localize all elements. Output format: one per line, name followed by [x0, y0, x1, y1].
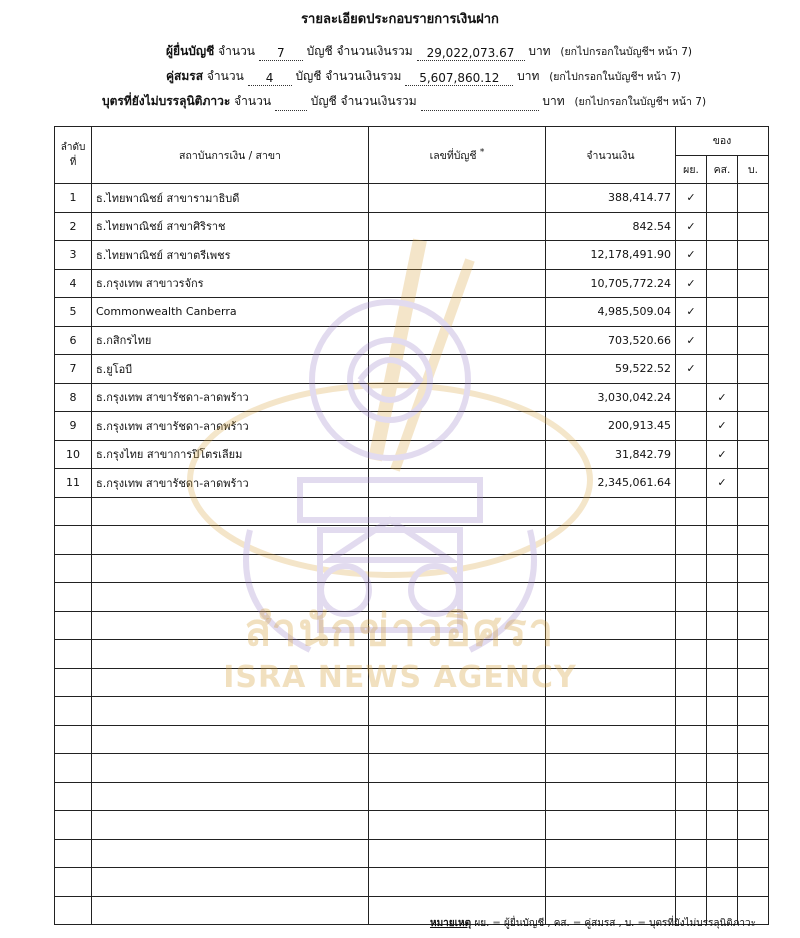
- cell-institution: ธ.กรุงเทพ สาขารัชดา-ลาดพร้าว: [92, 383, 369, 412]
- watermark-english: ISRA NEWS AGENCY: [223, 660, 577, 695]
- check-mark-icon: ✓: [686, 248, 696, 262]
- empty-cell: [676, 554, 707, 583]
- empty-cell: [55, 554, 92, 583]
- empty-cell: [707, 554, 738, 583]
- table-row: [55, 212, 769, 241]
- empty-cell: [738, 782, 769, 811]
- cell-amount: 703,520.66: [546, 326, 676, 355]
- spouse-label: คู่สมรส: [166, 69, 204, 83]
- empty-cell: [707, 497, 738, 526]
- declarant-unit: บัญชี: [306, 44, 333, 58]
- cell-institution: ธ.ไทยพาณิชย์ สาขารามาธิบดี: [92, 184, 369, 213]
- check-mark-icon: ✓: [686, 333, 696, 347]
- cell-institution: ธ.กสิกรไทย: [92, 326, 369, 355]
- cell-owner-spouse: [707, 212, 738, 241]
- cell-owner-spouse: [707, 269, 738, 298]
- cell-owner-spouse: [707, 355, 738, 384]
- cell-no: 5: [55, 298, 92, 327]
- empty-cell: [546, 782, 676, 811]
- cell-no: 4: [55, 269, 92, 298]
- minor-unit: บัญชี: [310, 94, 337, 108]
- empty-cell: [369, 811, 546, 840]
- table-row: [55, 269, 769, 298]
- header-institution: สถาบันการเงิน / สาขา: [92, 127, 369, 184]
- empty-cell: [369, 782, 546, 811]
- check-mark-icon: ✓: [717, 390, 727, 404]
- table-row: [55, 355, 769, 384]
- summary-minor: [102, 92, 706, 111]
- header-account-mark: *: [479, 147, 485, 157]
- cell-owner-declarant: [676, 241, 707, 270]
- header-account: [369, 127, 546, 184]
- empty-cell: [92, 725, 369, 754]
- cell-account: [369, 269, 546, 298]
- empty-cell: [369, 497, 546, 526]
- spouse-note: (ยกไปกรอกในบัญชีฯ หน้า 7): [549, 71, 681, 83]
- cell-no: 9: [55, 412, 92, 441]
- empty-cell: [55, 754, 92, 783]
- empty-cell: [92, 896, 369, 925]
- cell-owner-minor: [738, 269, 769, 298]
- table-row-empty: [55, 782, 769, 811]
- cell-account: [369, 241, 546, 270]
- table-row-empty: [55, 526, 769, 555]
- empty-cell: [676, 526, 707, 555]
- cell-amount: 842.54: [546, 212, 676, 241]
- empty-cell: [55, 839, 92, 868]
- minor-currency: บาท: [542, 94, 565, 108]
- table-row-empty: [55, 497, 769, 526]
- cell-owner-minor: [738, 298, 769, 327]
- empty-cell: [369, 554, 546, 583]
- cell-owner-spouse: [707, 440, 738, 469]
- table-row: [55, 241, 769, 270]
- header-owner-spouse: คส.: [707, 155, 738, 184]
- check-mark-icon: ✓: [717, 476, 727, 490]
- cell-institution: ธ.ไทยพาณิชย์ สาขาตรีเพชร: [92, 241, 369, 270]
- empty-cell: [707, 811, 738, 840]
- table-row-empty: [55, 811, 769, 840]
- table-row: [55, 469, 769, 498]
- minor-label: บุตรที่ยังไม่บรรลุนิติภาวะ: [102, 94, 231, 108]
- empty-cell: [92, 526, 369, 555]
- empty-cell: [738, 839, 769, 868]
- empty-cell: [55, 526, 92, 555]
- empty-cell: [546, 868, 676, 897]
- cell-no: 10: [55, 440, 92, 469]
- minor-total-label: จำนวนเงินรวม: [340, 94, 417, 108]
- cell-account: [369, 355, 546, 384]
- minor-total: [421, 110, 539, 111]
- check-mark-icon: ✓: [686, 219, 696, 233]
- summary-declarant: [166, 42, 692, 61]
- cell-amount: 31,842.79: [546, 440, 676, 469]
- empty-cell: [546, 754, 676, 783]
- empty-cell: [676, 782, 707, 811]
- table-row-empty: [55, 868, 769, 897]
- check-mark-icon: ✓: [717, 419, 727, 433]
- cell-account: [369, 298, 546, 327]
- empty-cell: [369, 697, 546, 726]
- minor-count-label: จำนวน: [234, 94, 272, 108]
- empty-cell: [546, 839, 676, 868]
- cell-amount: 10,705,772.24: [546, 269, 676, 298]
- cell-owner-declarant: [676, 184, 707, 213]
- cell-account: [369, 412, 546, 441]
- empty-cell: [676, 868, 707, 897]
- empty-cell: [676, 754, 707, 783]
- empty-cell: [92, 754, 369, 783]
- cell-no: 2: [55, 212, 92, 241]
- cell-no: 7: [55, 355, 92, 384]
- cell-amount: 12,178,491.90: [546, 241, 676, 270]
- spouse-currency: บาท: [517, 69, 540, 83]
- header-owner-minor: บ.: [738, 155, 769, 184]
- cell-owner-declarant: [676, 440, 707, 469]
- watermark-thai: สำนักข่าวอิศรา: [244, 605, 556, 656]
- cell-institution: ธ.ยูโอบี: [92, 355, 369, 384]
- empty-cell: [55, 497, 92, 526]
- declarant-count: 7: [259, 46, 303, 61]
- header-owner: ของ: [676, 127, 769, 156]
- empty-cell: [369, 868, 546, 897]
- cell-amount: 200,913.45: [546, 412, 676, 441]
- empty-cell: [546, 526, 676, 555]
- table-row-empty: [55, 754, 769, 783]
- cell-amount: 4,985,509.04: [546, 298, 676, 327]
- empty-cell: [92, 811, 369, 840]
- table-row-empty: [55, 554, 769, 583]
- cell-owner-minor: [738, 184, 769, 213]
- empty-cell: [369, 754, 546, 783]
- cell-owner-spouse: [707, 241, 738, 270]
- empty-cell: [92, 697, 369, 726]
- cell-owner-minor: [738, 383, 769, 412]
- empty-cell: [55, 697, 92, 726]
- page-title: รายละเอียดประกอบรายการเงินฝาก: [301, 12, 499, 27]
- empty-cell: [738, 497, 769, 526]
- cell-institution: Commonwealth Canberra: [92, 298, 369, 327]
- empty-cell: [707, 725, 738, 754]
- legend-label: หมายเหตุ: [429, 918, 472, 929]
- declarant-note: (ยกไปกรอกในบัญชีฯ หน้า 7): [560, 46, 693, 58]
- empty-cell: [92, 868, 369, 897]
- cell-amount: 388,414.77: [546, 184, 676, 213]
- minor-count: [275, 110, 307, 111]
- table-row: [55, 184, 769, 213]
- cell-account: [369, 212, 546, 241]
- check-mark-icon: ✓: [686, 191, 696, 205]
- cell-owner-spouse: [707, 184, 738, 213]
- empty-cell: [707, 526, 738, 555]
- cell-owner-spouse: [707, 326, 738, 355]
- table-row: [55, 383, 769, 412]
- header-amount: จำนวนเงิน: [546, 127, 676, 184]
- spouse-count-label: จำนวน: [206, 69, 244, 83]
- cell-owner-minor: [738, 412, 769, 441]
- cell-account: [369, 383, 546, 412]
- empty-cell: [738, 526, 769, 555]
- cell-owner-declarant: [676, 412, 707, 441]
- spouse-total: 5,607,860.12: [405, 71, 513, 86]
- empty-cell: [546, 497, 676, 526]
- cell-account: [369, 469, 546, 498]
- header-account-label: เลขที่บัญชี: [429, 149, 477, 162]
- cell-institution: ธ.กรุงเทพ สาขาวรจักร: [92, 269, 369, 298]
- cell-no: 1: [55, 184, 92, 213]
- spouse-unit: บัญชี: [295, 69, 322, 83]
- empty-cell: [55, 896, 92, 925]
- cell-institution: ธ.กรุงไทย สาขาการปิโตรเลียม: [92, 440, 369, 469]
- cell-owner-spouse: [707, 412, 738, 441]
- declarant-currency: บาท: [528, 44, 551, 58]
- cell-owner-spouse: [707, 469, 738, 498]
- header-owner-declarant: ผย.: [676, 155, 707, 184]
- cell-institution: ธ.กรุงเทพ สาขารัชดา-ลาดพร้าว: [92, 412, 369, 441]
- cell-owner-declarant: [676, 269, 707, 298]
- check-mark-icon: ✓: [686, 305, 696, 319]
- empty-cell: [738, 868, 769, 897]
- table-row-empty: [55, 839, 769, 868]
- cell-owner-declarant: [676, 469, 707, 498]
- cell-owner-minor: [738, 469, 769, 498]
- empty-cell: [676, 811, 707, 840]
- empty-cell: [369, 526, 546, 555]
- table-row: [55, 326, 769, 355]
- table-row: [55, 298, 769, 327]
- table-row-empty: [55, 725, 769, 754]
- cell-owner-declarant: [676, 212, 707, 241]
- cell-owner-declarant: [676, 355, 707, 384]
- empty-cell: [676, 839, 707, 868]
- empty-cell: [738, 754, 769, 783]
- cell-account: [369, 184, 546, 213]
- cell-owner-spouse: [707, 383, 738, 412]
- empty-cell: [738, 697, 769, 726]
- cell-no: 6: [55, 326, 92, 355]
- empty-cell: [546, 697, 676, 726]
- empty-cell: [369, 839, 546, 868]
- empty-cell: [676, 497, 707, 526]
- cell-no: 11: [55, 469, 92, 498]
- empty-cell: [738, 725, 769, 754]
- declarant-total-label: จำนวนเงินรวม: [336, 44, 413, 58]
- empty-cell: [707, 754, 738, 783]
- cell-owner-declarant: [676, 326, 707, 355]
- empty-cell: [707, 697, 738, 726]
- cell-account: [369, 440, 546, 469]
- cell-owner-declarant: [676, 298, 707, 327]
- empty-cell: [676, 697, 707, 726]
- header-no: ลำดับ ที่: [55, 127, 92, 184]
- legend: [430, 916, 756, 931]
- cell-no: 3: [55, 241, 92, 270]
- empty-cell: [92, 782, 369, 811]
- cell-no: 8: [55, 383, 92, 412]
- empty-cell: [369, 725, 546, 754]
- empty-cell: [55, 811, 92, 840]
- cell-owner-declarant: [676, 383, 707, 412]
- check-mark-icon: ✓: [686, 362, 696, 376]
- table-row: [55, 440, 769, 469]
- cell-amount: 2,345,061.64: [546, 469, 676, 498]
- deposit-table: [54, 126, 769, 925]
- cell-owner-minor: [738, 326, 769, 355]
- declarant-count-label: จำนวน: [218, 44, 256, 58]
- table-row: [55, 412, 769, 441]
- empty-cell: [55, 868, 92, 897]
- empty-cell: [738, 811, 769, 840]
- empty-cell: [738, 554, 769, 583]
- check-mark-icon: ✓: [686, 276, 696, 290]
- declarant-total: 29,022,073.67: [417, 46, 525, 61]
- minor-note: (ยกไปกรอกในบัญชีฯ หน้า 7): [574, 96, 707, 108]
- empty-cell: [546, 554, 676, 583]
- legend-text: ผย. = ผู้ยื่นบัญชี , คส. = คู่สมรส , บ. = บุตรที่ยังไม่บรรลุนิติภาวะ: [474, 918, 756, 929]
- cell-owner-spouse: [707, 298, 738, 327]
- empty-cell: [92, 497, 369, 526]
- cell-account: [369, 326, 546, 355]
- cell-owner-minor: [738, 241, 769, 270]
- empty-cell: [55, 725, 92, 754]
- cell-owner-minor: [738, 355, 769, 384]
- empty-cell: [92, 839, 369, 868]
- table-body: [55, 184, 769, 925]
- empty-cell: [707, 782, 738, 811]
- cell-amount: 3,030,042.24: [546, 383, 676, 412]
- empty-cell: [546, 811, 676, 840]
- empty-cell: [546, 725, 676, 754]
- empty-cell: [676, 725, 707, 754]
- empty-cell: [707, 839, 738, 868]
- empty-cell: [707, 868, 738, 897]
- cell-amount: 59,522.52: [546, 355, 676, 384]
- check-mark-icon: ✓: [717, 447, 727, 461]
- cell-owner-minor: [738, 440, 769, 469]
- declarant-label: ผู้ยื่นบัญชี: [166, 44, 215, 58]
- summary-spouse: [166, 67, 681, 86]
- cell-institution: ธ.กรุงเทพ สาขารัชดา-ลาดพร้าว: [92, 469, 369, 498]
- cell-owner-minor: [738, 212, 769, 241]
- spouse-count: 4: [248, 71, 292, 86]
- empty-cell: [92, 554, 369, 583]
- empty-cell: [55, 782, 92, 811]
- cell-institution: ธ.ไทยพาณิชย์ สาขาศิริราช: [92, 212, 369, 241]
- table-row-empty: [55, 697, 769, 726]
- spouse-total-label: จำนวนเงินรวม: [325, 69, 402, 83]
